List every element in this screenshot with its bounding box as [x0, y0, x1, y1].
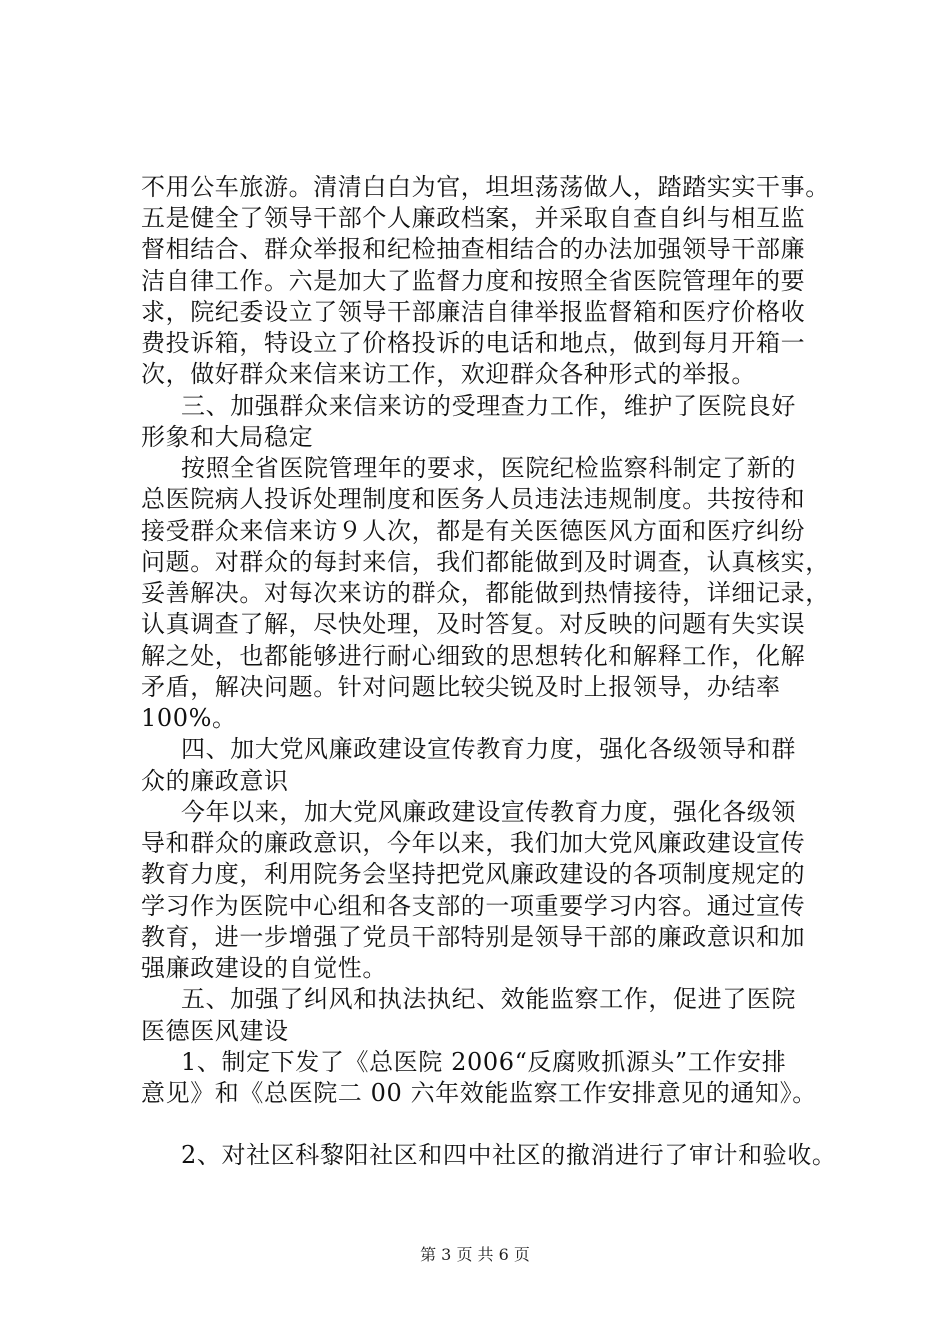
- section-heading-4: 四、加大党风廉政建设宣传教育力度，强化各级领导和群: [181, 735, 796, 763]
- page-number-footer: 第 3 页 共 6 页: [420, 1245, 530, 1264]
- section-heading-5: 五、加强了纠风和执法执纪、效能监察工作，促进了医院: [181, 985, 796, 1013]
- body-line: 矛盾，解决问题。针对问题比较尖锐及时上报领导，办结率: [141, 673, 781, 701]
- section-heading-3-cont: 形象和大局稳定: [141, 423, 314, 451]
- body-line: 费投诉箱，特设立了价格投诉的电话和地点，做到每月开箱一: [141, 329, 806, 357]
- body-line: 认真调查了解，尽快处理，及时答复。对反映的问题有失实误: [141, 610, 806, 638]
- body-line: 教育，进一步增强了党员干部特别是领导干部的廉政意识和加: [141, 923, 806, 951]
- list-item-2: 2、对社区科黎阳社区和四中社区的撤消进行了审计和验收。: [181, 1141, 837, 1169]
- section-heading-5-cont: 医德医风建设: [141, 1017, 289, 1045]
- body-line: 导和群众的廉政意识，今年以来，我们加大党风廉政建设宣传: [141, 829, 806, 857]
- body-line: 强廉政建设的自觉性。: [141, 954, 387, 982]
- section-heading-4-cont: 众的廉政意识: [141, 767, 289, 795]
- body-line: 100%。: [141, 704, 237, 732]
- body-line: 总医院病人投诉处理制度和医务人员违法违规制度。共按待和: [141, 485, 806, 513]
- body-line: 问题。对群众的每封来信，我们都能做到及时调查，认真核实，: [141, 548, 830, 576]
- body-line: 督相结合、群众举报和纪检抽查相结合的办法加强领导干部廉: [141, 235, 806, 263]
- body-line: 按照全省医院管理年的要求，医院纪检监察科制定了新的: [181, 454, 796, 482]
- body-line: 解之处，也都能够进行耐心细致的思想转化和解释工作，化解: [141, 642, 806, 670]
- body-line: 学习作为医院中心组和各支部的一项重要学习内容。通过宣传: [141, 892, 806, 920]
- section-heading-3: 三、加强群众来信来访的受理查力工作，维护了医院良好: [181, 392, 796, 420]
- body-line: 不用公车旅游。清清白白为官，坦坦荡荡做人，踏踏实实干事。: [141, 173, 830, 201]
- list-item-1-cont: 意见》和《总医院二 00 六年效能监察工作安排意见的通知》。: [141, 1079, 817, 1107]
- body-line: 洁自律工作。六是加大了监督力度和按照全省医院管理年的要: [141, 267, 806, 295]
- body-line: 次，做好群众来信来访工作，欢迎群众各种形式的举报。: [141, 360, 756, 388]
- body-line: 妥善解决。对每次来访的群众，都能做到热情接待，详细记录，: [141, 579, 830, 607]
- body-line: 今年以来，加大党风廉政建设宣传教育力度，强化各级领: [181, 798, 796, 826]
- list-item-1: 1、制定下发了《总医院 2006“反腐败抓源头”工作安排: [181, 1048, 787, 1076]
- body-line: 教育力度，利用院务会坚持把党风廉政建设的各项制度规定的: [141, 860, 806, 888]
- body-line: 接受群众来信来访９人次，都是有关医德医风方面和医疗纠纷: [141, 517, 806, 545]
- body-line: 求，院纪委设立了领导干部廉洁自律举报监督箱和医疗价格收: [141, 298, 806, 326]
- body-line: 五是健全了领导干部个人廉政档案，并采取自查自纠与相互监: [141, 204, 806, 232]
